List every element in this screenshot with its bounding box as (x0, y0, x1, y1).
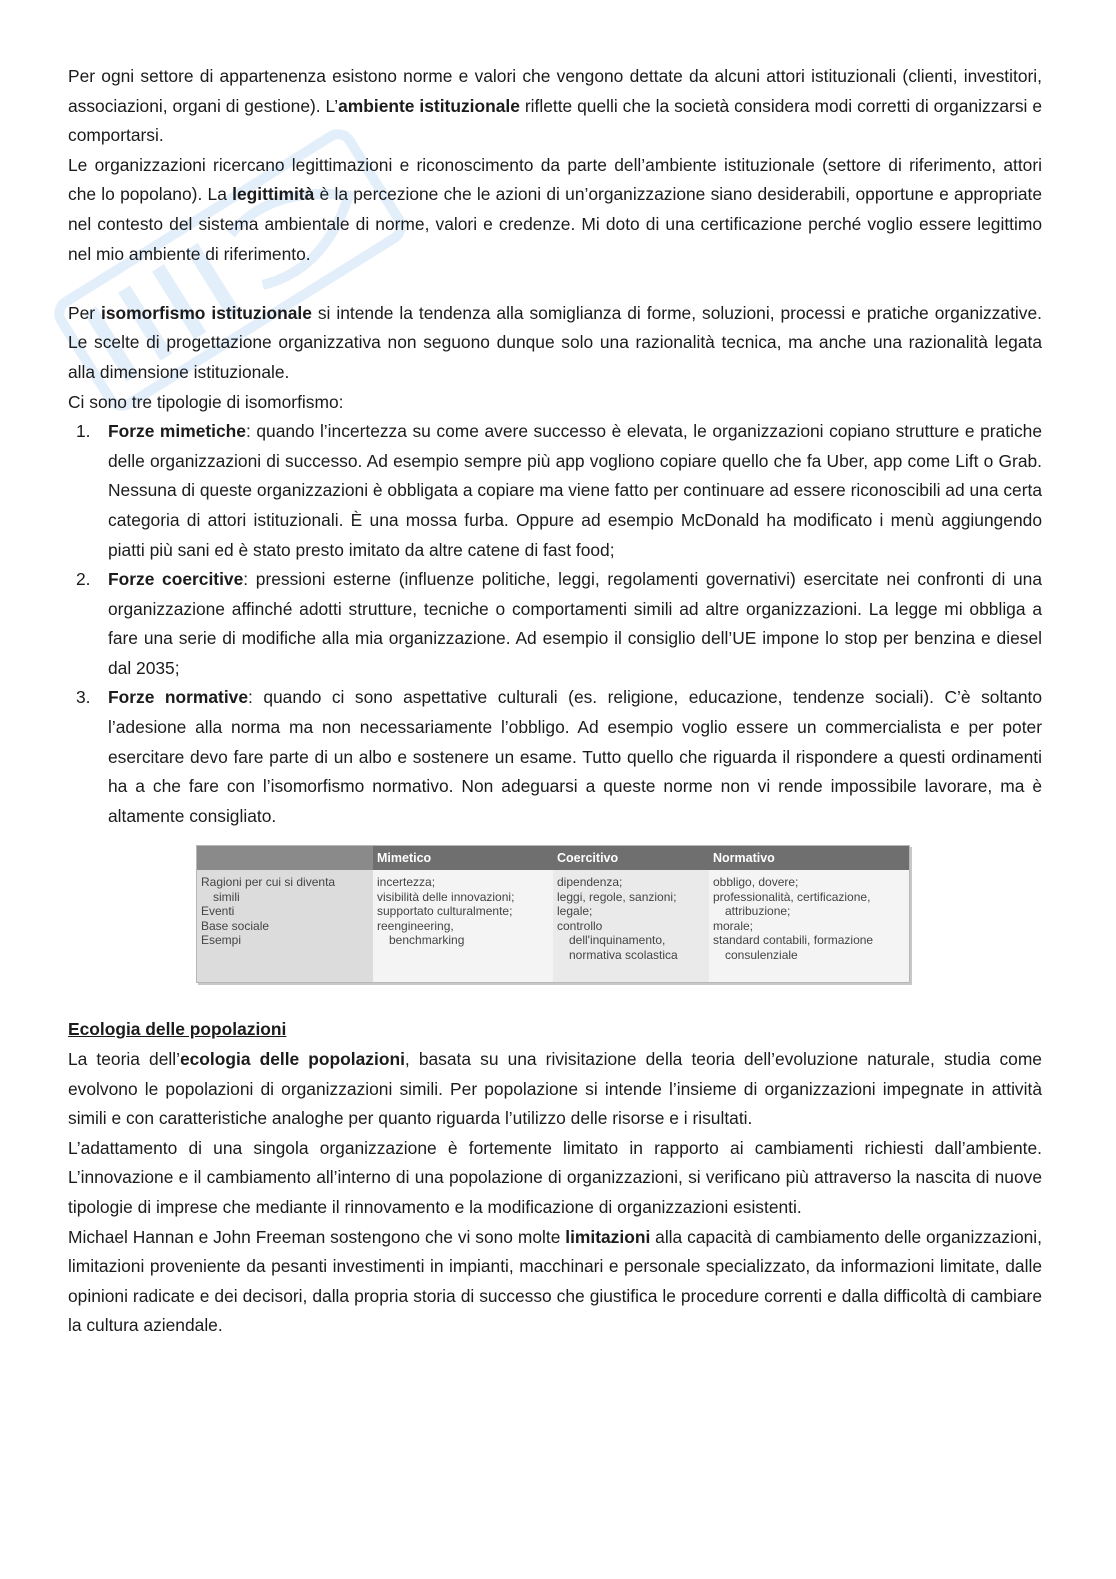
section-title-ecologia: Ecologia delle popolazioni (68, 1019, 287, 1040)
table-cell: dipendenza; leggi, regole, sanzioni; legale; controllo dell'inquinamento, normativa scolastica (553, 870, 709, 982)
table-header: Normativo (709, 846, 909, 870)
table-cell: obbligo, dovere; professionalità, certificazione, attribuzione; morale; standard contabili, formazione consulenziale (709, 870, 909, 982)
isomorfismo-list (68, 417, 1042, 831)
table-header: Mimetico (373, 846, 553, 870)
term-legittimita: legittimità (232, 184, 315, 205)
term-isomorfismo-istituzionale: isomorfismo istituzionale (101, 302, 312, 323)
table-header: Coercitivo (553, 846, 709, 870)
table-cell: incertezza; visibilità delle innovazioni; supportato culturalmente; reengineering, benchmarking (373, 870, 553, 982)
isomorfismo-table-image (196, 845, 910, 983)
paragraph-adattamento: L’adattamento di una singola organizzazione è fortemente limitato in rapporto ai cambiamenti richiesti dall’ambiente. L’innovazione e il cambiamento all’interno di una popolazione di organizzazioni, si verificano più attraverso la nascita di nuove tipologie di imprese che mediante il rinnovamento e la modificazione di organizzazioni esistenti. (68, 1137, 1042, 1217)
list-item: 3. Forze normative: quando ci sono aspettative culturali (es. religione, educazione, tendenze sociali). C’è soltanto l’adesione alla norma ma non necessariamente l’obbligo. Ad esempio voglio essere un commercialista e per poter esercitare devo fare parte di un albo e sostenere un esame. Tutto quello che riguarda il rispondere a questi ordinamenti ha a che fare con l’isomorfismo normativo. Non adeguarsi a queste norme non vi rende impossibile lavorare, ma è altamente consigliato. (76, 687, 1042, 826)
paragraph-ambiente-istituzionale: Per ogni settore di appartenenza esistono norme e valori che vengono dettate da alcuni attori istituzionali (clienti, investitori, associazioni, organi di gestione). L’ambiente istituzionale riflette quelli che la società considera modi corretti di organizzarsi e comportarsi. (68, 66, 1043, 146)
list-item: 1. Forze mimetiche: quando l’incertezza su come avere successo è elevata, le organizzazioni copiano strutture e pratiche delle organizzazioni di successo. Ad esempio sempre più app vogliono copiare quello che fa Uber, app come Lift o Grab. Nessuna di queste organizzazioni è obbligata a copiare ma viene fatto per continuare ad essere riconoscibili ad una certa categoria di attori istituzionali. È una mossa furba. Oppure ad esempio McDonald ha modificato i menù aggiungendo piatti più sani ed è stato presto imitato da altre catene di fast food; (76, 421, 1043, 560)
paragraph-limitazioni: Michael Hannan e John Freeman sostengono che vi sono molte limitazioni alla capacità di cambiamento delle organizzazioni, limitazioni proveniente da pesanti investimenti in impianti, macchinari e personale specializzato, da informazioni limitate, dalle opinioni radicate e dei decisori, dalla propria storia di successo che giustifica le procedure correnti e dalla difficoltà di cambiare la cultura aziendale. (68, 1226, 1043, 1336)
paragraph-isomorfismo: Per isomorfismo istituzionale si intende la tendenza alla somiglianza di forme, soluzioni, processi e pratiche organizzative. Le scelte di progettazione organizzativa non seguono dunque solo una razionalità tecnica, ma anche una razionalità legata alla dimensione istituzionale. (68, 302, 1042, 382)
document-page (68, 62, 1042, 1341)
types-intro: Ci sono tre tipologie di isomorfismo: (68, 391, 344, 412)
list-item: 2. Forze coercitive: pressioni esterne (influenze politiche, leggi, regolamenti governativi) esercitate nei confronti di una organizzazione affinché adotti strutture, tecniche o comportamenti simili ad altre organizzazioni. La legge mi obbliga a fare una serie di modifiche alla mia organizzazione. Ad esempio il consiglio dell’UE impone lo stop per benzina e diesel dal 2035; (76, 569, 1042, 678)
table-header (197, 846, 373, 870)
term-ecologia-popolazioni: ecologia delle popolazioni (179, 1049, 405, 1070)
term-ambiente-istituzionale: ambiente istituzionale (338, 95, 520, 116)
term-limitazioni: limitazioni (565, 1226, 651, 1247)
paragraph-legittimita: Le organizzazioni ricercano legittimazioni e riconoscimento da parte dell’ambiente istituzionale (settore di riferimento, attori che lo popolano). La legittimità è la percezione che le azioni di un’organizzazione siano desiderabili, opportune e appropriate nel contesto del sistema ambientale di norme, valori e credenze. Mi doto di una certificazione perché voglio essere legittimo nel mio ambiente di riferimento. (68, 154, 1043, 264)
paragraph-ecologia: La teoria dell’ecologia delle popolazioni, basata su una rivisitazione della teoria dell’evoluzione naturale, studia come evolvono le popolazioni di organizzazioni simili. Per popolazione si intende l’insieme di organizzazioni impegnate in attività simili e con caratteristiche analoghe per quanto riguarda l’utilizzo delle risorse e i risultati. (68, 1049, 1042, 1129)
table-cell: Ragioni per cui si diventa simili Eventi Base sociale Esempi (197, 870, 373, 982)
